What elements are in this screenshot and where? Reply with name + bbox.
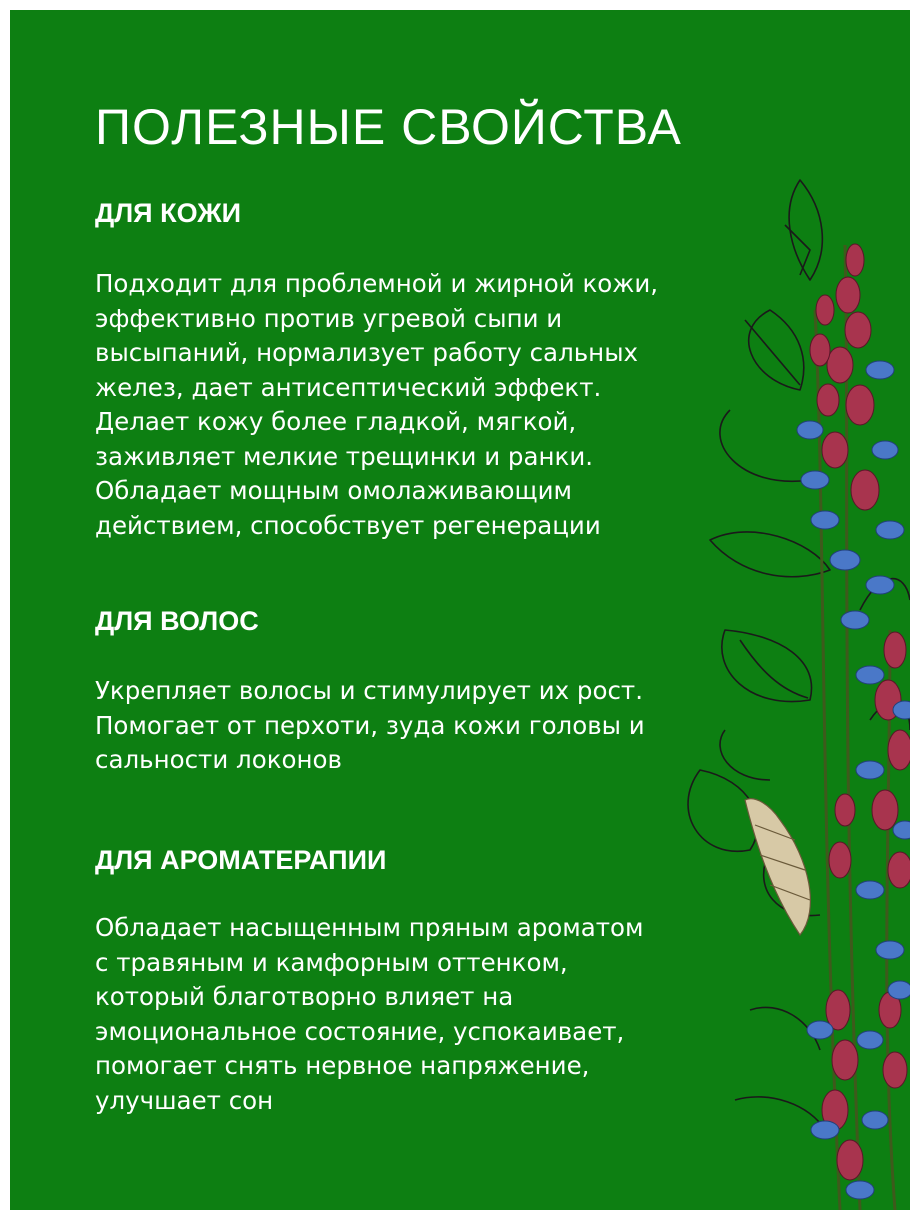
- text-line: Помогает от перхоти, зуда кожи головы и: [95, 710, 645, 740]
- text-line: Обладает мощным омолаживающим: [95, 476, 573, 505]
- section-text-aromatherapy: [95, 911, 745, 1118]
- section-text-hair: [95, 674, 745, 778]
- text-line: высыпаний, нормализует работу сальных: [95, 338, 639, 367]
- section-heading-hair: ДЛЯ ВОЛОС: [95, 606, 259, 636]
- text-line: эмоциональное состояние, успокаивает,: [95, 1016, 625, 1046]
- text-line: который благотворно влияет на: [95, 982, 514, 1011]
- text-line: эффективно против угревой сыпи и: [95, 303, 563, 333]
- text-line: действием, способствует регенерации: [95, 510, 601, 540]
- text-line: Обладает насыщенным пряным ароматом: [95, 913, 644, 942]
- text-line: Укрепляет волосы и стимулирует их рост.: [95, 676, 643, 705]
- text-line: желез, дает антисептический эффект.: [95, 372, 602, 402]
- text-line: заживляет мелкие трещинки и ранки.: [95, 441, 594, 471]
- text-line: с травяным и камфорным оттенком,: [95, 947, 568, 977]
- product-info-panel: [10, 10, 910, 1210]
- text-line: Делает кожу более гладкой, мягкой,: [95, 407, 577, 436]
- text-line: помогает снять нервное напряжение,: [95, 1051, 590, 1080]
- text-line: сальности локонов: [95, 745, 342, 774]
- text-line: Подходит для проблемной и жирной кожи,: [95, 269, 659, 298]
- section-heading-aromatherapy: ДЛЯ АРОМАТЕРАПИИ: [95, 845, 387, 875]
- text-line: улучшает сон: [95, 1085, 274, 1115]
- section-heading-skin: ДЛЯ КОЖИ: [95, 198, 242, 228]
- page-title: ПОЛЕЗНЫЕ СВОЙСТВА: [95, 99, 682, 155]
- section-text-skin: [95, 267, 745, 543]
